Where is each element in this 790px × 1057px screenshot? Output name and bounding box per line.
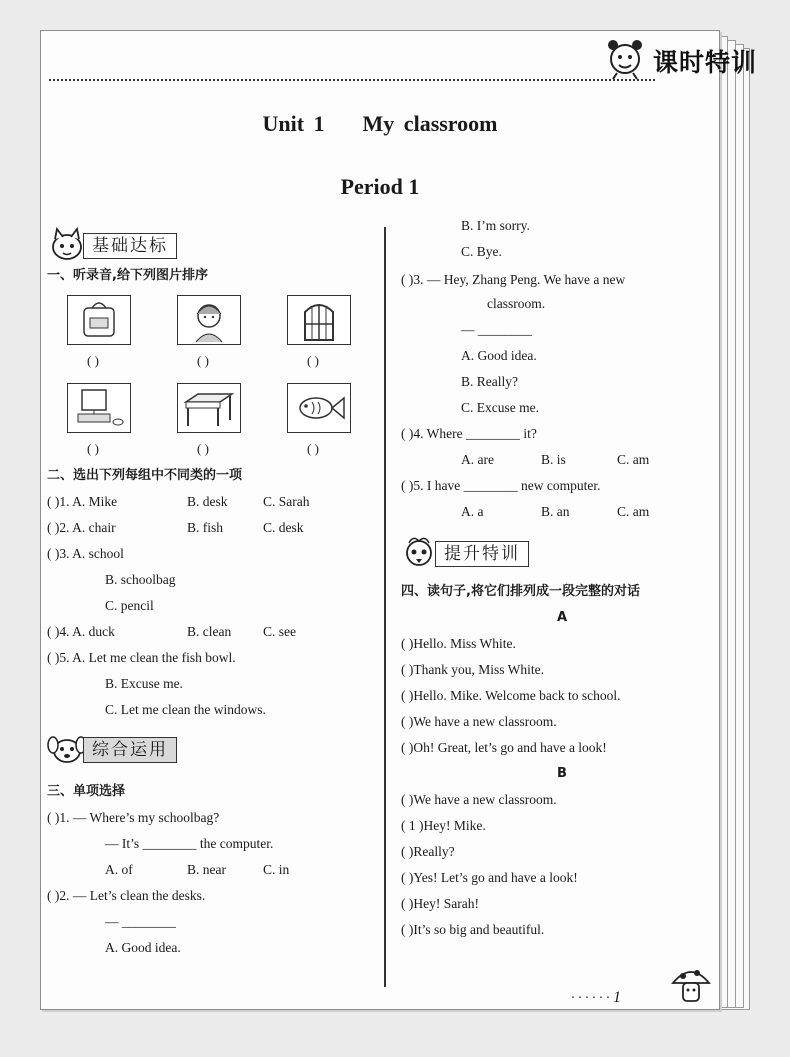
option-line: B. I’m sorry.	[461, 218, 530, 233]
computer-icon	[67, 383, 131, 433]
option-line: A. of B. near C. in	[105, 862, 290, 877]
bird-mascot-icon	[399, 535, 439, 571]
dialogue-line: ( 1 )Hey! Mike.	[401, 818, 486, 833]
dog-mascot-icon	[47, 731, 87, 767]
dialogue-line: ( )Hello. Miss White.	[401, 636, 516, 651]
answer-blank[interactable]: ( )	[307, 353, 319, 368]
banner-label: 基础达标	[83, 233, 177, 259]
window-icon	[287, 295, 351, 345]
dialogue-line: ( )Oh! Great, let’s go and have a look!	[401, 740, 607, 755]
option-line: — ________	[461, 322, 532, 337]
dialogue-line: ( )Hello. Mike. Welcome back to school.	[401, 688, 621, 703]
option-line: — It’s ________ the computer.	[105, 836, 274, 851]
brand-title: 课时特训	[653, 48, 758, 77]
dialogue-b-label: B	[557, 766, 567, 781]
brand-header	[603, 37, 758, 81]
option-line: A. Good idea.	[461, 348, 537, 363]
question-row: ( )4. Where ________ it?	[401, 426, 537, 441]
dialogue-line: ( )Hey! Sarah!	[401, 896, 479, 911]
clock-mascot-icon	[603, 37, 647, 81]
dialogue-line: ( )We have a new classroom.	[401, 714, 557, 729]
desk-icon	[177, 383, 241, 433]
page-number: 1	[613, 989, 621, 1006]
dialogue-a-label: A	[557, 610, 568, 625]
dialogue-line: ( )Yes! Let’s go and have a look!	[401, 870, 578, 885]
unit-number: Unit 1	[262, 111, 325, 136]
worksheet-page	[40, 30, 758, 1010]
answer-blank[interactable]: ( )	[307, 441, 319, 456]
section-banner-basics	[47, 227, 207, 263]
question-row: ( )3. — Hey, Zhang Peng. We have a new	[401, 272, 626, 287]
mushroom-mascot-icon	[669, 961, 713, 1005]
banner-label: 综合运用	[83, 737, 177, 763]
question-row: ( )1. — Where’s my schoolbag?	[47, 810, 220, 825]
answer-blank[interactable]: ( )	[197, 353, 209, 368]
period-title: Period 1	[340, 174, 420, 199]
section-banner-advanced	[399, 535, 569, 571]
option-line: classroom.	[487, 296, 546, 311]
question-row: ( )5. A. Let me clean the fish bowl.	[47, 650, 236, 665]
question-row: ( )1. A. Mike B. desk C. Sarah	[47, 494, 310, 509]
option-line: A. Good idea.	[105, 940, 181, 955]
option-line: B. Excuse me.	[105, 676, 183, 691]
girl-icon	[177, 295, 241, 345]
question-row: ( )2. — Let’s clean the desks.	[47, 888, 206, 903]
section-1-heading: 一、听录音,给下列图片排序	[47, 268, 208, 283]
option-line: A. a B. an C. am	[461, 504, 650, 519]
dialogue-line: ( )Really?	[401, 844, 455, 859]
section-3-heading: 三、单项选择	[47, 784, 126, 799]
footer-dots: · · · · · ·	[571, 991, 610, 1006]
answer-blank[interactable]: ( )	[87, 441, 99, 456]
option-line: C. pencil	[105, 598, 154, 613]
header-dotted-rule	[49, 79, 655, 81]
option-line: A. are B. is C. am	[461, 452, 650, 467]
dialogue-line: ( )We have a new classroom.	[401, 792, 557, 807]
dialogue-line: ( )It’s so big and beautiful.	[401, 922, 545, 937]
question-row: ( )2. A. chair B. fish C. desk	[47, 520, 304, 535]
cat-mascot-icon	[47, 227, 87, 263]
answer-blank[interactable]: ( )	[197, 441, 209, 456]
option-line: — ________	[105, 914, 176, 929]
unit-name: My classroom	[362, 111, 498, 136]
section-2-heading: 二、选出下列每组中不同类的一项	[47, 468, 243, 483]
fish-icon	[287, 383, 351, 433]
unit-title	[41, 111, 719, 137]
banner-label: 提升特训	[435, 541, 529, 567]
option-line: B. Really?	[461, 374, 518, 389]
question-row: ( )4. A. duck B. clean C. see	[47, 624, 296, 639]
schoolbag-icon	[67, 295, 131, 345]
page-footer	[571, 989, 621, 1007]
column-divider	[384, 227, 386, 987]
section-banner-practice	[47, 731, 217, 767]
answer-blank[interactable]: ( )	[87, 353, 99, 368]
option-line: B. schoolbag	[105, 572, 176, 587]
option-line: C. Bye.	[461, 244, 502, 259]
section-4-heading: 四、读句子,将它们排列成一段完整的对话	[401, 584, 640, 599]
option-line: C. Let me clean the windows.	[105, 702, 266, 717]
question-row: ( )3. A. school	[47, 546, 124, 561]
question-row: ( )5. I have ________ new computer.	[401, 478, 601, 493]
dialogue-line: ( )Thank you, Miss White.	[401, 662, 544, 677]
option-line: C. Excuse me.	[461, 400, 539, 415]
